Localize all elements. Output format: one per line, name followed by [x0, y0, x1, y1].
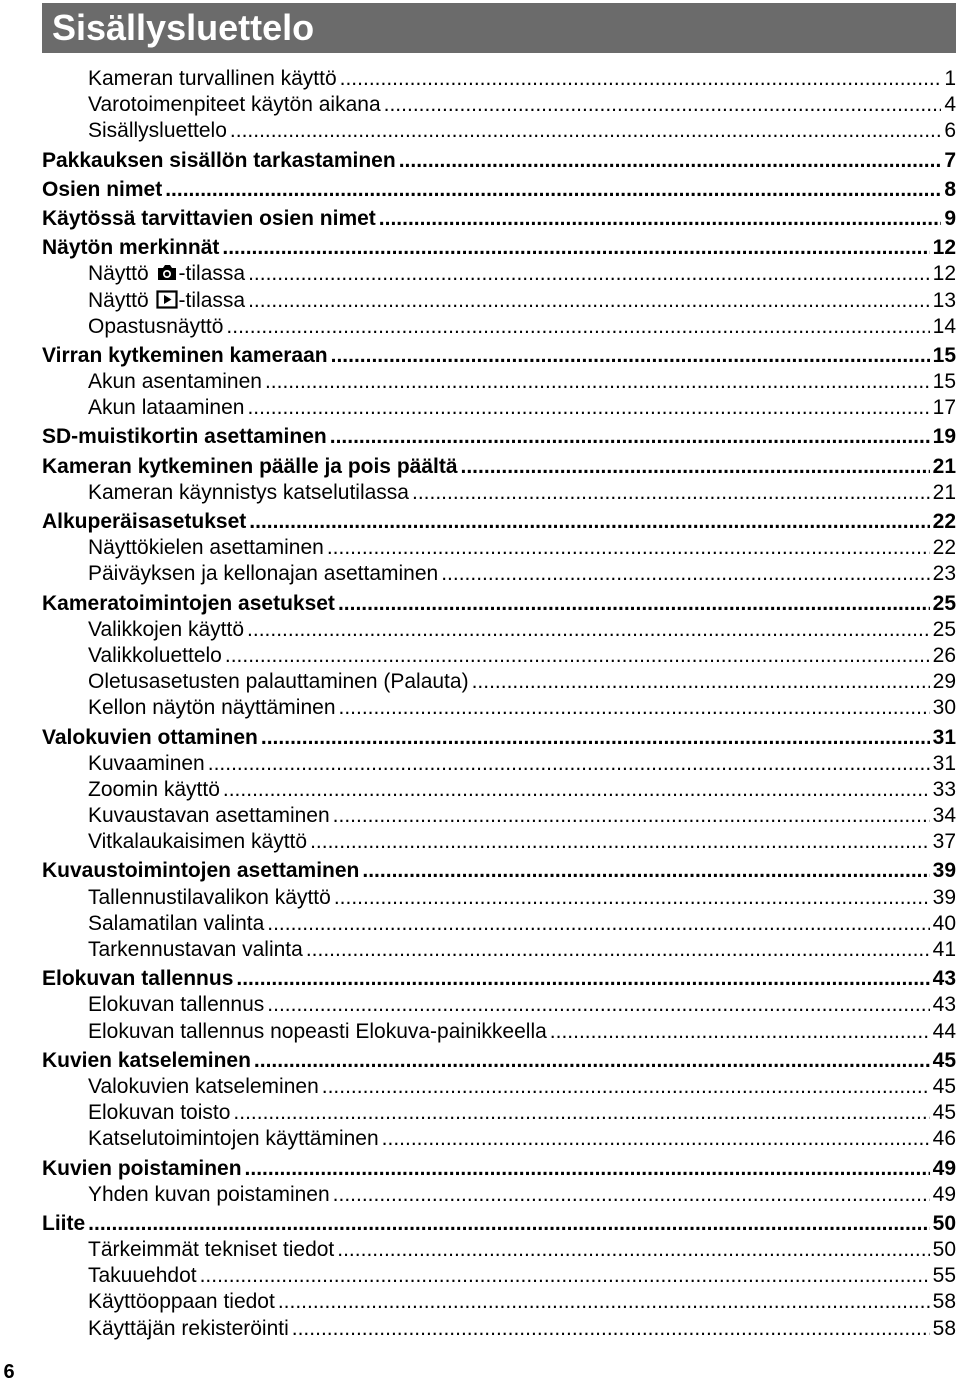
toc-label: Kellon näytön näyttäminen	[88, 696, 336, 720]
toc-page-number: 29	[932, 670, 956, 694]
toc-page-number: 45	[932, 1048, 956, 1072]
toc-subsection[interactable]	[42, 561, 956, 587]
dot-leader	[249, 509, 929, 535]
toc-subsection[interactable]	[42, 669, 956, 695]
dot-leader	[226, 314, 929, 340]
toc-page-number: 41	[932, 938, 956, 961]
dot-leader	[382, 1126, 930, 1152]
toc-label: Kuvien katseleminen	[42, 1048, 251, 1072]
toc-section[interactable]	[42, 235, 956, 261]
toc-subsection[interactable]	[42, 992, 956, 1018]
toc-label: Näytön merkinnät	[42, 236, 220, 260]
toc-label: Käyttöoppaan tiedot	[88, 1290, 275, 1314]
toc-page-number: 39	[932, 885, 956, 909]
dot-leader	[338, 591, 930, 617]
toc-page-number: 58	[932, 1290, 956, 1314]
dot-leader	[337, 1237, 929, 1263]
title-bar	[42, 3, 956, 53]
toc-page-number: 14	[932, 314, 956, 338]
toc-page-number: 50	[932, 1211, 956, 1235]
toc-section[interactable]	[42, 424, 956, 450]
dot-leader	[379, 206, 942, 232]
toc-subsection[interactable]	[42, 937, 956, 963]
toc-page-number: 34	[932, 804, 956, 828]
toc-section[interactable]	[42, 591, 956, 617]
toc-label: Valikkoluettelo	[88, 643, 222, 667]
toc-subsection[interactable]	[42, 92, 956, 118]
toc-label: Salamatilan valinta	[88, 911, 265, 935]
toc-subsection[interactable]	[42, 395, 956, 421]
toc-subsection[interactable]	[42, 1100, 956, 1126]
toc-subsection[interactable]	[42, 1316, 956, 1342]
toc-label: Tarkennustavan valinta	[88, 938, 303, 961]
dot-leader	[333, 1182, 930, 1208]
toc-subsection[interactable]	[42, 1263, 956, 1289]
dot-leader	[247, 395, 929, 421]
toc-section[interactable]	[42, 966, 956, 992]
dot-leader	[265, 369, 930, 395]
dot-leader	[208, 751, 930, 777]
toc-page-number: 9	[944, 206, 956, 230]
toc-label: Pakkauksen sisällön tarkastaminen	[42, 148, 396, 172]
toc-subsection[interactable]	[42, 829, 956, 855]
dot-leader	[333, 803, 930, 829]
toc-label: Vitkalaukaisimen käyttö	[88, 830, 308, 854]
dot-leader	[223, 777, 930, 803]
dot-leader	[165, 177, 941, 203]
toc-label: Takuuehdot	[88, 1264, 197, 1288]
dot-leader	[472, 669, 930, 695]
toc-label: Akun asentaminen	[88, 370, 262, 394]
toc-page-number: 50	[932, 1238, 956, 1262]
dot-leader	[322, 1074, 930, 1100]
toc-page-number: 19	[932, 425, 956, 449]
toc-subsection[interactable]	[42, 617, 956, 643]
toc-label: Yhden kuvan poistaminen	[88, 1182, 330, 1206]
toc-label: Elokuvan tallennus	[88, 993, 265, 1017]
dot-leader	[222, 235, 929, 261]
toc-page-number: 45	[932, 1101, 956, 1125]
toc-label: Käytössä tarvittavien osien nimet	[42, 206, 376, 230]
dot-leader	[550, 1019, 930, 1045]
toc-subsection[interactable]	[42, 535, 956, 561]
toc-page-number: 4	[944, 93, 956, 117]
dot-leader	[340, 66, 942, 92]
toc-page-number: 12	[932, 262, 956, 286]
toc-subsection[interactable]	[42, 261, 956, 287]
toc-page-number: 39	[932, 859, 956, 883]
toc-page-number: 49	[932, 1182, 956, 1206]
toc-page-number: 15	[932, 343, 956, 367]
toc-page-number: 26	[932, 643, 956, 667]
toc-label: Valokuvien ottaminen	[42, 725, 258, 749]
camera-icon	[156, 263, 178, 289]
toc-subsection[interactable]	[42, 314, 956, 340]
toc-section[interactable]	[42, 454, 956, 480]
dot-leader	[245, 1156, 930, 1182]
dot-leader	[412, 480, 930, 506]
dot-leader	[267, 992, 929, 1018]
toc-label: Tärkeimmät tekniset tiedot	[88, 1238, 335, 1262]
dot-leader	[334, 885, 930, 911]
toc-label: Kuvien poistaminen	[42, 1156, 242, 1180]
toc-section[interactable]	[42, 177, 956, 203]
toc-label: Kameratoimintojen asetukset	[42, 591, 335, 615]
toc-page-number: 22	[932, 536, 956, 560]
toc-label: SD-muistikortin asettaminen	[42, 425, 327, 449]
dot-leader	[292, 1316, 930, 1342]
toc-page-number: 33	[932, 777, 956, 801]
dot-leader	[88, 1211, 929, 1237]
toc-page-number: 37	[932, 830, 956, 854]
toc-subsection[interactable]	[42, 777, 956, 803]
toc-label: Opastusnäyttö	[88, 314, 224, 338]
toc-section[interactable]	[42, 343, 956, 369]
toc-section[interactable]	[42, 206, 956, 232]
table-of-contents	[42, 66, 956, 1342]
toc-subsection[interactable]	[42, 803, 956, 829]
dot-leader	[233, 1100, 929, 1126]
toc-subsection[interactable]	[42, 885, 956, 911]
dot-leader	[331, 343, 930, 369]
dot-leader	[306, 937, 930, 963]
toc-page-number: 12	[932, 236, 956, 260]
dot-leader	[254, 1048, 930, 1074]
toc-label: Kuvaustavan asettaminen	[88, 804, 330, 828]
toc-label: Kameran turvallinen käyttö	[88, 67, 337, 90]
toc-page-number: 46	[932, 1127, 956, 1151]
toc-page-number: 44	[932, 1019, 956, 1043]
dot-leader	[461, 454, 930, 480]
toc-label: Katselutoimintojen käyttäminen	[88, 1127, 379, 1151]
toc-subsection[interactable]	[42, 480, 956, 506]
toc-label: Varotoimenpiteet käytön aikana	[88, 93, 381, 117]
toc-page-number: 25	[932, 617, 956, 641]
toc-page-number: 21	[932, 480, 956, 504]
toc-page-number: 8	[944, 177, 956, 201]
toc-subsection[interactable]	[42, 751, 956, 777]
toc-subsection[interactable]	[42, 1074, 956, 1100]
dot-leader	[278, 1289, 930, 1315]
toc-page-number: 17	[932, 396, 956, 420]
toc-label: Käyttäjän rekisteröinti	[88, 1316, 289, 1340]
toc-label: Virran kytkeminen kameraan	[42, 343, 328, 367]
toc-label: Kuvaustoimintojen asettaminen	[42, 859, 360, 883]
toc-label: Elokuvan tallennus nopeasti Elokuva-painikkeella	[88, 1019, 547, 1043]
dot-leader	[327, 535, 930, 561]
toc-section[interactable]	[42, 858, 956, 884]
dot-leader	[330, 424, 930, 450]
toc-page-number: 1	[944, 67, 956, 90]
toc-label: Kameran kytkeminen päälle ja pois päältä	[42, 454, 458, 478]
toc-label: Valokuvien katseleminen	[88, 1074, 319, 1098]
toc-section[interactable]	[42, 1211, 956, 1237]
toc-page-number: 15	[932, 370, 956, 394]
dot-leader	[362, 858, 929, 884]
toc-subsection[interactable]	[42, 911, 956, 937]
toc-section[interactable]	[42, 1048, 956, 1074]
toc-page-number: 21	[932, 454, 956, 478]
dot-leader	[399, 148, 942, 174]
toc-label: Valikkojen käyttö	[88, 617, 245, 641]
dot-leader	[247, 617, 930, 643]
toc-label: Akun lataaminen	[88, 396, 245, 420]
toc-label: Kameran käynnistys katselutilassa	[88, 480, 409, 504]
toc-page-number: 55	[932, 1264, 956, 1288]
toc-page-number: 58	[932, 1316, 956, 1340]
toc-label: Elokuvan toisto	[88, 1101, 231, 1125]
toc-label: Oletusasetusten palauttaminen (Palauta)	[88, 670, 469, 694]
toc-page-number: 30	[932, 696, 956, 720]
toc-page-number: 31	[932, 725, 956, 749]
dot-leader	[267, 911, 929, 937]
toc-label: Näyttö -tilassa	[88, 288, 245, 316]
dot-leader	[236, 966, 929, 992]
dot-leader	[200, 1263, 930, 1289]
toc-subsection[interactable]	[42, 1237, 956, 1263]
toc-page-number: 40	[932, 911, 956, 935]
toc-page-number: 22	[932, 510, 956, 533]
dot-leader	[230, 118, 941, 144]
page-title: Sisällysluettelo	[52, 7, 315, 48]
toc-subsection[interactable]	[42, 1019, 956, 1045]
toc-subsection[interactable]	[42, 1182, 956, 1208]
toc-subsection[interactable]	[42, 288, 956, 314]
toc-page-number: 6	[944, 119, 956, 143]
toc-subsection[interactable]	[42, 66, 956, 92]
toc-page-number: 49	[932, 1156, 956, 1180]
toc-label: Alkuperäisasetukset	[42, 510, 247, 533]
dot-leader	[441, 561, 929, 587]
toc-subsection[interactable]	[42, 118, 956, 144]
dot-leader	[261, 725, 930, 751]
toc-subsection[interactable]	[42, 1126, 956, 1152]
dot-leader	[248, 288, 930, 314]
toc-subsection[interactable]	[42, 695, 956, 721]
dot-leader	[339, 695, 930, 721]
toc-label: Elokuvan tallennus	[42, 967, 234, 991]
toc-page-number: 13	[932, 288, 956, 312]
toc-subsection[interactable]	[42, 643, 956, 669]
dot-leader	[225, 643, 930, 669]
play-icon	[156, 290, 178, 316]
dot-leader	[248, 261, 930, 287]
dot-leader	[384, 92, 942, 118]
page-number: 6	[3, 1361, 15, 1383]
toc-label: Zoomin käyttö	[88, 777, 220, 801]
toc-label: Kuvaaminen	[88, 751, 205, 775]
toc-page-number: 43	[932, 967, 956, 991]
toc-page-number: 45	[932, 1074, 956, 1098]
toc-page-number: 7	[944, 148, 956, 172]
toc-section[interactable]	[42, 725, 956, 751]
toc-page-number: 43	[932, 993, 956, 1017]
toc-label: Näyttö -tilassa	[88, 261, 245, 289]
toc-label: Osien nimet	[42, 177, 163, 201]
toc-section[interactable]	[42, 509, 956, 535]
toc-subsection[interactable]	[42, 1289, 956, 1315]
toc-label: Näyttökielen asettaminen	[88, 536, 324, 560]
toc-subsection[interactable]	[42, 369, 956, 395]
toc-page-number: 31	[932, 751, 956, 775]
toc-section[interactable]	[42, 1156, 956, 1182]
toc-label: Tallennustilavalikon käyttö	[88, 885, 331, 909]
toc-page-number: 23	[932, 562, 956, 586]
toc-label: Sisällysluettelo	[88, 119, 227, 143]
toc-section[interactable]	[42, 148, 956, 174]
dot-leader	[310, 829, 930, 855]
toc-label: Liite	[42, 1211, 86, 1235]
toc-label: Päiväyksen ja kellonajan asettaminen	[88, 562, 439, 586]
toc-page-number: 25	[932, 591, 956, 615]
